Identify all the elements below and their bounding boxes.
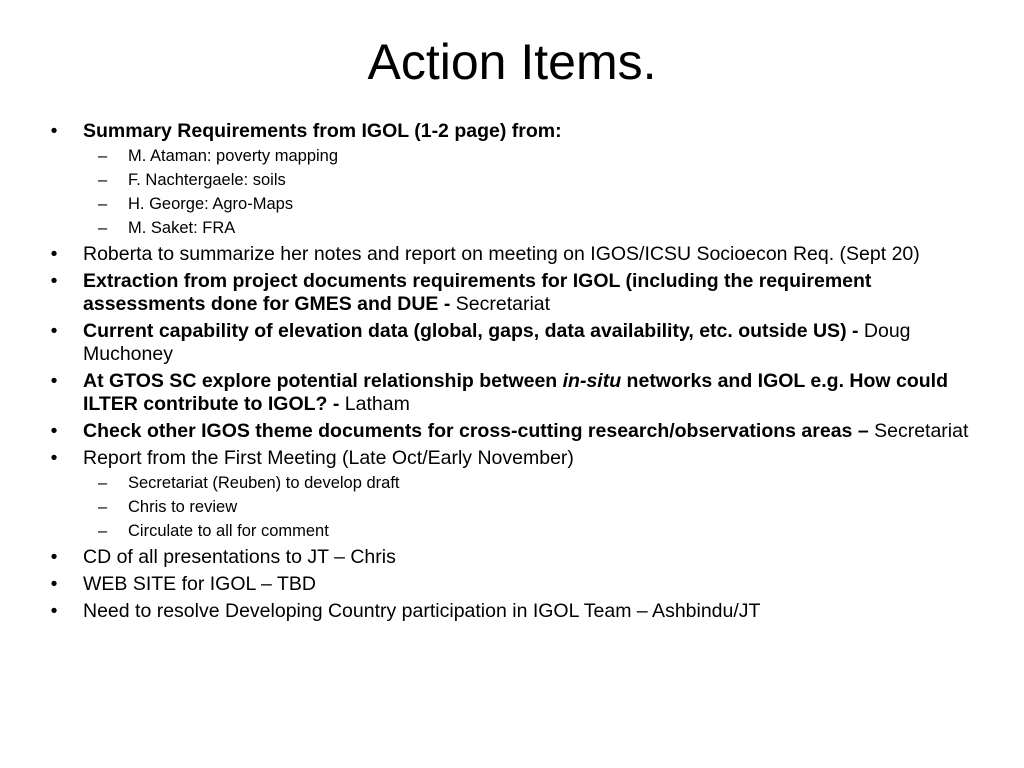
sub-list-item — [83, 146, 994, 167]
sub-list-item — [83, 218, 994, 239]
item-text: Secretariat — [455, 293, 551, 315]
dash-icon: – — [98, 195, 108, 213]
dash-icon: – — [98, 498, 108, 516]
list-item — [44, 420, 994, 443]
sub-list — [83, 146, 994, 239]
bullet-icon: • — [50, 370, 58, 392]
item-text: Secretariat — [874, 420, 969, 442]
list-item — [44, 573, 994, 596]
list-item — [44, 270, 994, 316]
sub-item-text: Chris to review — [128, 498, 238, 516]
sub-item-text: H. George: Agro-Maps — [128, 195, 294, 213]
item-text: Doug Muchoney — [83, 320, 911, 365]
item-text: Need to resolve Developing Country participation in IGOL Team – Ashbindu/JT — [83, 600, 761, 622]
item-bold-text: Check other IGOS theme documents for cross-cutting research/observations areas – — [83, 420, 875, 442]
list-item — [44, 120, 994, 239]
sub-item-text: M. Ataman: poverty mapping — [128, 147, 339, 165]
item-text: WEB SITE for IGOL – TBD — [83, 573, 316, 595]
sub-list-item — [83, 194, 994, 215]
dash-icon: – — [98, 522, 108, 540]
action-items-list — [44, 120, 994, 627]
list-item — [44, 320, 994, 366]
sub-list-item — [83, 497, 994, 518]
sub-item-text: Circulate to all for comment — [128, 522, 329, 540]
bullet-icon: • — [50, 320, 58, 342]
sub-list-item — [83, 170, 994, 191]
bullet-icon: • — [50, 270, 58, 292]
bullet-icon: • — [50, 600, 58, 622]
bullet-icon: • — [50, 546, 58, 568]
item-text: Latham — [344, 393, 410, 415]
sub-item-text: Secretariat (Reuben) to develop draft — [128, 474, 400, 492]
sub-item-text: F. Nachtergaele: soils — [128, 171, 286, 189]
list-item — [44, 546, 994, 569]
bullet-icon: • — [50, 420, 58, 442]
list-item — [44, 600, 994, 623]
bullet-icon: • — [50, 120, 58, 142]
item-bold-text: networks and IGOL e.g. How could ILTER contribute to IGOL? - — [83, 370, 948, 415]
list-item — [44, 447, 994, 542]
sub-list-item — [83, 521, 994, 542]
sub-item-text: M. Saket: FRA — [128, 219, 236, 237]
item-bold-text: Extraction from project documents requirements for IGOL (including the requirement assessments done for GMES and DUE - — [83, 270, 872, 315]
sub-list-item — [83, 473, 994, 494]
sub-list — [83, 473, 994, 542]
item-bold-text: Current capability of elevation data (global, gaps, data availability, etc. outside US) - — [83, 320, 864, 342]
item-text: CD of all presentations to JT – Chris — [83, 546, 396, 568]
dash-icon: – — [98, 171, 108, 189]
dash-icon: – — [98, 219, 108, 237]
item-text: Report from the First Meeting (Late Oct/Early November) — [83, 447, 574, 469]
list-item — [44, 243, 994, 266]
bullet-icon: • — [50, 573, 58, 595]
item-text: Roberta to summarize her notes and report on meeting on IGOS/ICSU Socioecon Req. (Sept 20) — [83, 243, 920, 265]
item-bold-italic-text: in-situ — [562, 370, 622, 392]
dash-icon: – — [98, 474, 108, 492]
dash-icon: – — [98, 147, 108, 165]
item-bold-text: At GTOS SC explore potential relationship between — [83, 370, 563, 392]
bullet-icon: • — [50, 243, 58, 265]
bullet-icon: • — [50, 447, 58, 469]
item-bold-text: Summary Requirements from IGOL (1-2 page) from: — [83, 120, 562, 142]
slide-title: Action Items. — [367, 34, 657, 90]
list-item — [44, 370, 994, 416]
